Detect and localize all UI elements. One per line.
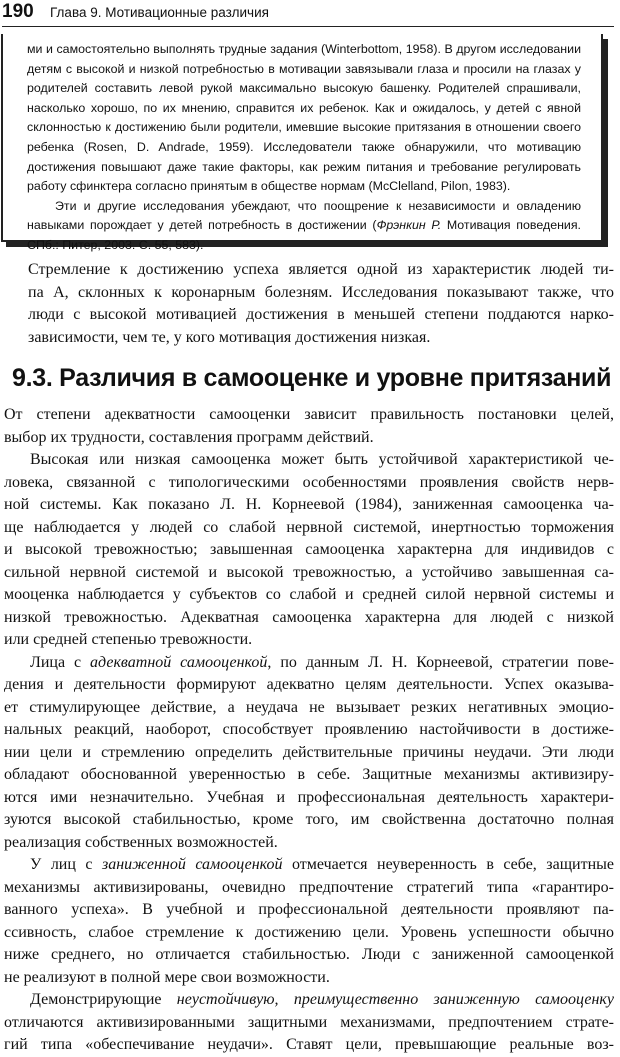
text-line: дения и деятельности формируют адекватно целям деятельности. Успех оказыва- <box>4 676 614 693</box>
text-line: ются ими незначительно. Учебная и профессиональная деятельность характери- <box>4 788 614 806</box>
section-heading: 9.3. Различия в самооценке и уровне притязаний <box>12 364 612 392</box>
text-fragment: Демонстрирующие <box>30 991 177 1008</box>
text-line: От степени адекватности самооценки зависит правильность постановки целей, <box>4 406 614 423</box>
page-header <box>2 0 614 27</box>
text-line: механизмы активизированы, очевидно предпочтение стратегий типа «гарантиро- <box>4 878 614 896</box>
text-line: па А, склонных к коронарным болезням. Исследования показывают также, что <box>28 283 614 301</box>
quote-paragraph-1: ми и самостоятельно выполнять трудные задания (Winterbottom, 1958). В другом исследовании детям с высокой и низкой потребностью в мотивации завязывали глаза и просили на глазах у родителей составить левой рукой максимально высокую башенку. Родителей спрашивали, насколько хорошо, по их мнению, справится их ребенок. Как и ожидалось, у детей с явной склонностью к достижению были родители, имевшие высокие притязания в отношении своего ребенка (Rosen, D. Andrade, 1959). Исследователи также обнаружили, что мотивацию достижения повышают даже такие факторы, как режим питания и требование регулировать работу сфинктера согласно принятым в обществе нормам (McClelland, Pilon, 1983). <box>27 42 581 194</box>
text-fragment: отмечается неуверенность в себе, защитные <box>282 856 614 873</box>
text-line <box>4 854 614 877</box>
text-line: ще наблюдается у людей со слабой нервной системой, инертностью торможения <box>4 518 614 536</box>
text-fragment: Лица с <box>30 653 91 671</box>
text-line: Стремление к достижению успеха является одной из характеристик людей ти- <box>28 261 614 278</box>
text-line <box>4 989 614 1012</box>
text-line <box>4 652 614 675</box>
text-line: сильной нервной системой и высокой тревожностью, а устойчиво завышенная са- <box>4 563 614 581</box>
text-fragment: , по данным Л. Н. Корнеевой, стратегии пове- <box>267 653 614 671</box>
quote-author: Фрэнкин Р. <box>376 218 442 233</box>
quote-citation: Мотивация поведения. СПб.: Питер, 2003. С. 55, 583). <box>27 218 581 252</box>
text-line: люди с высокой мотивацией достижения в меньшей степени поддаются нарко- <box>28 306 614 323</box>
text-line: ниже среднего, но отличается стабильностью. Люди с заниженной самооценкой <box>4 946 614 963</box>
italic-term: адекватной самооценкой <box>90 653 268 671</box>
italic-term: неустойчивую, преимущественно заниженную самооценку <box>176 991 614 1008</box>
quote-text: Эти и другие исследования убеждают, что поощрение к независимости и овладению навыками порождает у детей потребность в достижении ( <box>27 198 581 233</box>
quote-paragraph-2 <box>27 197 581 256</box>
text-line: нии цели и стремлению определить действительные причины неудачи. Эти люди <box>4 743 614 761</box>
text-line: зуются высокой стабильностью, кроме того, им свойственна достаточно полная <box>4 811 614 828</box>
text-line: выбор их трудности, составления программ действий. <box>4 428 374 446</box>
text-line: реализация собственных возможностей. <box>4 833 278 851</box>
quote-box <box>1 34 603 252</box>
text-fragment: У лиц с <box>30 856 102 873</box>
text-line: не реализуют в полной мере свои возможности. <box>4 968 330 986</box>
text-line: обладают обоснованной уверенностью в себе. Защитные механизмы активизиру- <box>4 766 614 783</box>
text-line: или средней степенью тревожности. <box>4 631 253 648</box>
text-line: и высокой тревожностью; завышенная самооценка характерна для индивидов с <box>4 541 614 558</box>
italic-term: заниженной самооценкой <box>102 856 283 873</box>
text-line: ловека, связанной с типологическими особенностями проявления свойств нерв- <box>4 473 614 491</box>
section-body <box>4 404 614 1057</box>
text-line: ет стимулирующее действие, а неудача не вызывает резких негативных эмоцио- <box>4 698 614 716</box>
text-line: низкой тревожностью. Адекватная самооценка характерна для людей с низкой <box>4 608 614 626</box>
text-line: зависимости, чем те, у кого мотивация достижения низкая. <box>28 328 431 346</box>
text-line: отличаются активизированными защитными механизмами, предпочтением страте- <box>4 1013 614 1031</box>
text-line: ной системы. Как показано Л. Н. Корнеевой (1984), заниженная самооценка ча- <box>4 496 614 513</box>
text-line: гий типа «обеспечивание неудачи». Ставят цели, превышающие реальные воз- <box>4 1036 614 1053</box>
paragraph-type-a <box>28 259 614 349</box>
text-line: ванного успеха». В учебной и профессиональной деятельности проявляют па- <box>4 901 614 918</box>
text-line: мооценка наблюдается у субъектов со слабой и средней силой нервной системы и <box>4 586 614 603</box>
page-number: 190 <box>2 1 34 22</box>
chapter-title: Глава 9. Мотивационные различия <box>50 5 269 20</box>
text-line: Высокая или низкая самооценка может быть устойчивой характеристикой че- <box>30 451 614 468</box>
text-line: ссивность, слабое стремление к достижению цели. Уровень успешности обычно <box>4 923 614 941</box>
text-line: нальных реакций, наоборот, способствует проявлению настойчивости в достиже- <box>4 721 614 738</box>
